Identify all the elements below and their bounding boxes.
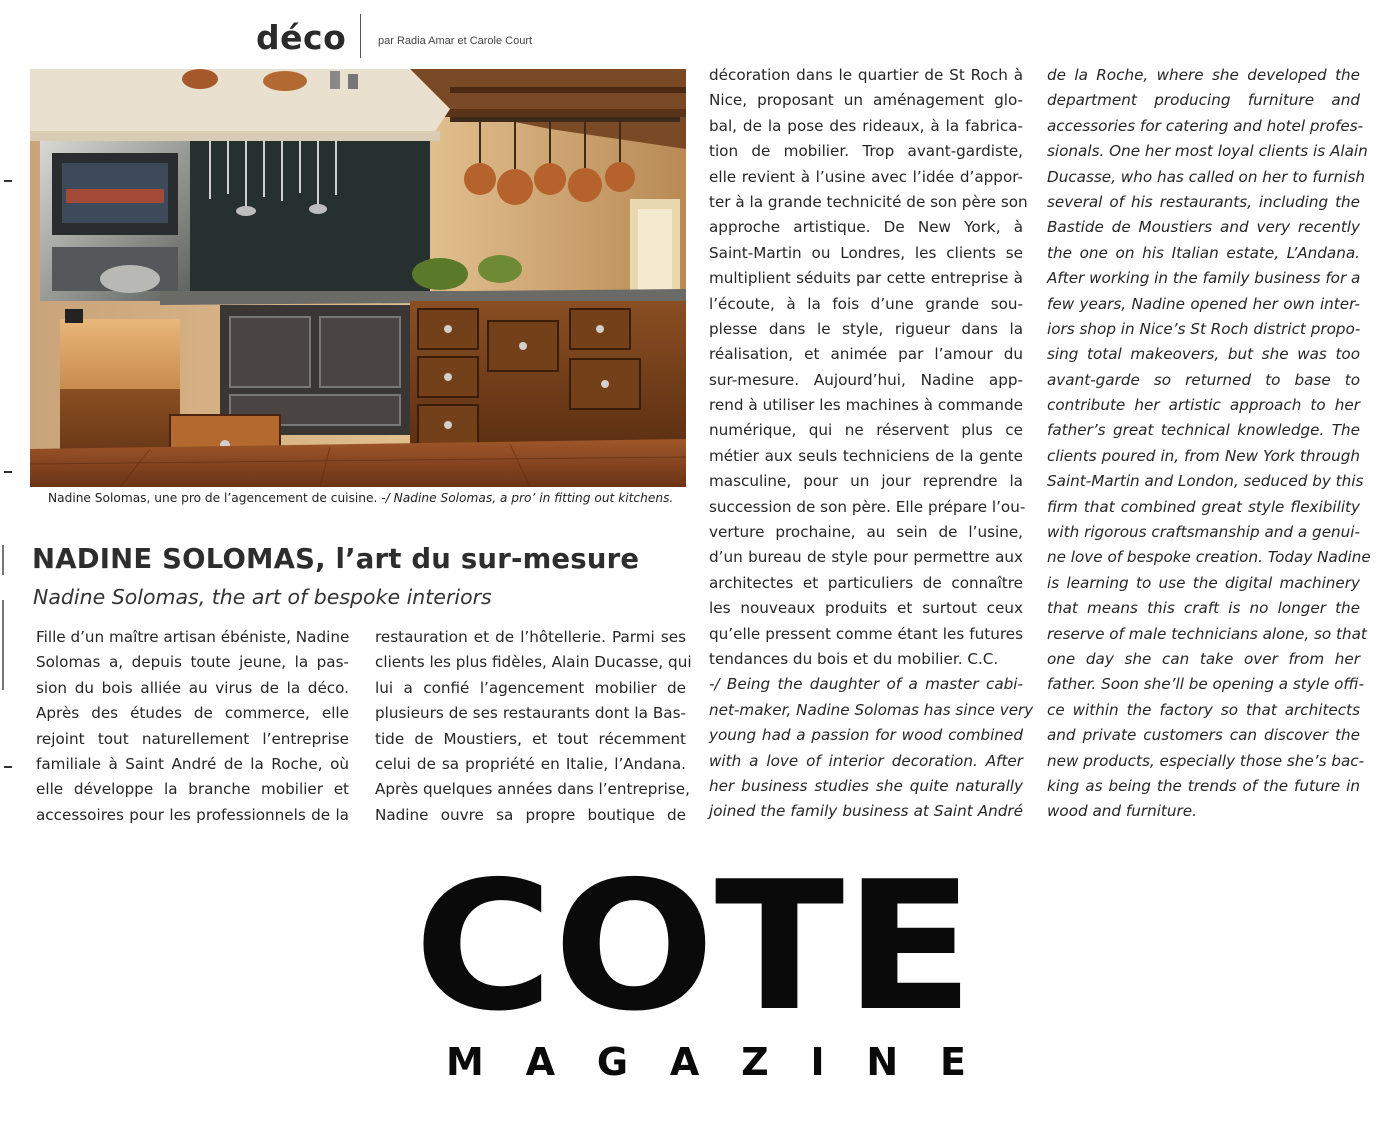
text-line: her business studies she quite naturally bbox=[709, 776, 1023, 795]
text-line: young had a passion for wood combined bbox=[709, 726, 1023, 745]
text-line: Nice, proposant un aménagement glo- bbox=[709, 91, 1023, 110]
text-line: rejoint tout naturellement l’entreprise bbox=[36, 729, 349, 748]
article-subtitle: Nadine Solomas, the art of bespoke interiors bbox=[33, 585, 492, 609]
text-line: new products, especially those she’s bac- bbox=[1047, 751, 1365, 770]
text-line: sion du bois alliée au virus de la déco. bbox=[36, 678, 349, 697]
text-line: plesse dans le style, rigueur dans la bbox=[709, 319, 1023, 338]
byline: par Radia Amar et Carole Court bbox=[378, 35, 533, 47]
text-line: department producing furniture and bbox=[1047, 91, 1360, 110]
text-line: qu’elle pressent comme étant les futures bbox=[709, 624, 1023, 643]
margin-mark bbox=[4, 766, 12, 768]
text-line: net-maker, Nadine Solomas has since very bbox=[709, 700, 1034, 719]
margin-mark bbox=[2, 545, 4, 575]
text-line: contribute her artistic approach to her bbox=[1047, 396, 1360, 415]
text-line: and private customers can discover the bbox=[1047, 726, 1360, 745]
text-line: Après quelques années dans l’entreprise, bbox=[375, 780, 690, 799]
text-line: métier aux seuls techniciens de la gente bbox=[709, 446, 1023, 465]
text-line: approche artistique. De New York, à bbox=[709, 218, 1023, 237]
text-line: is learning to use the digital machinery bbox=[1047, 573, 1360, 592]
caption-english: -/ Nadine Solomas, a pro’ in fitting out kitchens. bbox=[377, 491, 674, 505]
text-line: Ducasse, who has called on her to furnish bbox=[1047, 167, 1366, 186]
text-line: that means this craft is no longer the bbox=[1047, 599, 1360, 618]
text-line: rend à utiliser les machines à commande bbox=[709, 396, 1023, 415]
text-line: l’écoute, à la fois d’une grande sou- bbox=[709, 294, 1023, 313]
text-line: reserve of male technicians alone, so that bbox=[1047, 624, 1367, 643]
text-line: réalisation, et animée par l’amour du bbox=[709, 345, 1023, 364]
text-line: accessories for catering and hotel profes- bbox=[1047, 116, 1364, 135]
text-line: décoration dans le quartier de St Roch à bbox=[709, 66, 1023, 84]
text-line: ce within the factory so that architects bbox=[1047, 700, 1360, 719]
text-line: elle développe la branche mobilier et bbox=[36, 780, 349, 799]
body-column-1 bbox=[36, 625, 349, 828]
text-line: iors shop in Nice’s St Roch district propo- bbox=[1047, 319, 1361, 338]
photo-caption bbox=[48, 491, 673, 505]
body-column-3 bbox=[709, 63, 1034, 825]
text-line: celui de sa propriété en Italie, l’Andana. bbox=[375, 754, 686, 773]
text-line: restauration et de l’hôtellerie. Parmi ses bbox=[375, 628, 686, 646]
text-line: king as being the trends of the future in bbox=[1047, 776, 1360, 795]
header-divider bbox=[360, 14, 361, 58]
magazine-logo bbox=[404, 858, 984, 1088]
text-line: ne love of bespoke creation. Today Nadine bbox=[1047, 548, 1371, 567]
text-line: architectes et particuliers de connaître bbox=[709, 573, 1023, 592]
text-line: sur-mesure. Aujourd’hui, Nadine app- bbox=[709, 370, 1023, 389]
kitchen-photo bbox=[30, 69, 686, 487]
text-line: numérique, qui ne réservent plus ce bbox=[709, 421, 1023, 440]
text-line: sing total makeovers, but she was too bbox=[1047, 345, 1360, 364]
text-line: father. Soon she’ll be opening a style offi- bbox=[1047, 675, 1365, 694]
text-line: with a love of interior decoration. After bbox=[709, 751, 1023, 770]
text-line: firm that combined great style flexibility bbox=[1047, 497, 1360, 516]
text-line: clients les plus fidèles, Alain Ducasse, qui bbox=[375, 653, 692, 672]
text-line: accessoires pour les professionnels de la bbox=[36, 805, 349, 824]
text-line: tendances du bois et du mobilier. C.C. bbox=[709, 649, 999, 668]
text-line: familiale à Saint André de la Roche, où bbox=[36, 754, 349, 773]
text-line: les nouveaux produits et surtout ceux bbox=[709, 599, 1023, 618]
text-line: succession de son père. Elle prépare l’ou- bbox=[709, 497, 1026, 516]
text-line: Après des études de commerce, elle bbox=[36, 704, 349, 723]
section-header bbox=[256, 12, 346, 58]
text-line: Solomas a, depuis toute jeune, la pas- bbox=[36, 653, 349, 672]
text-line: d’un bureau de style pour permettre aux bbox=[709, 548, 1023, 567]
text-line: the one on his Italian estate, L’Andana. bbox=[1047, 243, 1360, 262]
margin-mark bbox=[2, 600, 4, 690]
text-line: sionals. One her most loyal clients is Alain bbox=[1047, 142, 1368, 161]
text-line: multiplient séduits par cette entreprise à bbox=[709, 269, 1023, 288]
article-title: NADINE SOLOMAS, l’art du sur-mesure bbox=[32, 543, 640, 575]
text-line: ter à la grande technicité de son père son bbox=[709, 192, 1028, 211]
text-line: with rigorous craftsmanship and a genui- bbox=[1047, 523, 1360, 542]
text-line: masculine, pour un jour reprendre la bbox=[709, 472, 1023, 491]
text-line: After working in the family business for a bbox=[1047, 269, 1361, 288]
margin-mark bbox=[4, 180, 12, 182]
text-line: Fille d’un maître artisan ébéniste, Nadine bbox=[36, 628, 350, 646]
text-line: Saint-Martin and London, seduced by this bbox=[1047, 472, 1364, 491]
body-column-4 bbox=[1047, 63, 1371, 825]
text-line: few years, Nadine opened her own inter- bbox=[1047, 294, 1360, 313]
text-line: several of his restaurants, including the bbox=[1047, 192, 1360, 211]
text-line: tion de mobilier. Trop avant-gardiste, bbox=[709, 142, 1023, 161]
logo-tagline: MAGAZINE bbox=[446, 1040, 966, 1084]
caption-french: Nadine Solomas, une pro de l’agencement de cuisine. bbox=[48, 491, 378, 505]
text-line: clients poured in, from New York through bbox=[1047, 446, 1360, 465]
text-line: de la Roche, where she developed the bbox=[1047, 66, 1360, 84]
text-line: father’s great technical knowledge. The bbox=[1047, 421, 1360, 440]
text-line: verture prochaine, au sein de l’usine, bbox=[709, 523, 1023, 542]
text-line: Nadine ouvre sa propre boutique de bbox=[375, 805, 686, 824]
text-line: plusieurs de ses restaurants dont la Bas- bbox=[375, 704, 686, 723]
text-line: elle revient à l’usine avec l’idée d’appor- bbox=[709, 167, 1023, 186]
text-line: Bastide de Moustiers and very recently bbox=[1047, 218, 1360, 237]
text-line: wood and furniture. bbox=[1047, 802, 1197, 821]
text-line: joined the family business at Saint André bbox=[709, 802, 1023, 821]
text-line: bal, de la pose des rideaux, à la fabrica- bbox=[709, 116, 1023, 135]
text-line: tide de Moustiers, et tout récemment bbox=[375, 729, 686, 748]
text-line: one day she can take over from her bbox=[1047, 649, 1360, 668]
body-column-2 bbox=[375, 625, 692, 828]
text-line: avant-garde so returned to base to bbox=[1047, 370, 1360, 389]
logo-wordmark: COTE bbox=[414, 858, 974, 1050]
margin-mark bbox=[4, 471, 12, 473]
text-line: -/ Being the daughter of a master cabi- bbox=[709, 675, 1023, 694]
section-label: déco bbox=[256, 18, 347, 57]
text-line: Saint-Martin ou Londres, les clients se bbox=[709, 243, 1023, 262]
text-line: lui a confié l’agencement mobilier de bbox=[375, 678, 686, 697]
